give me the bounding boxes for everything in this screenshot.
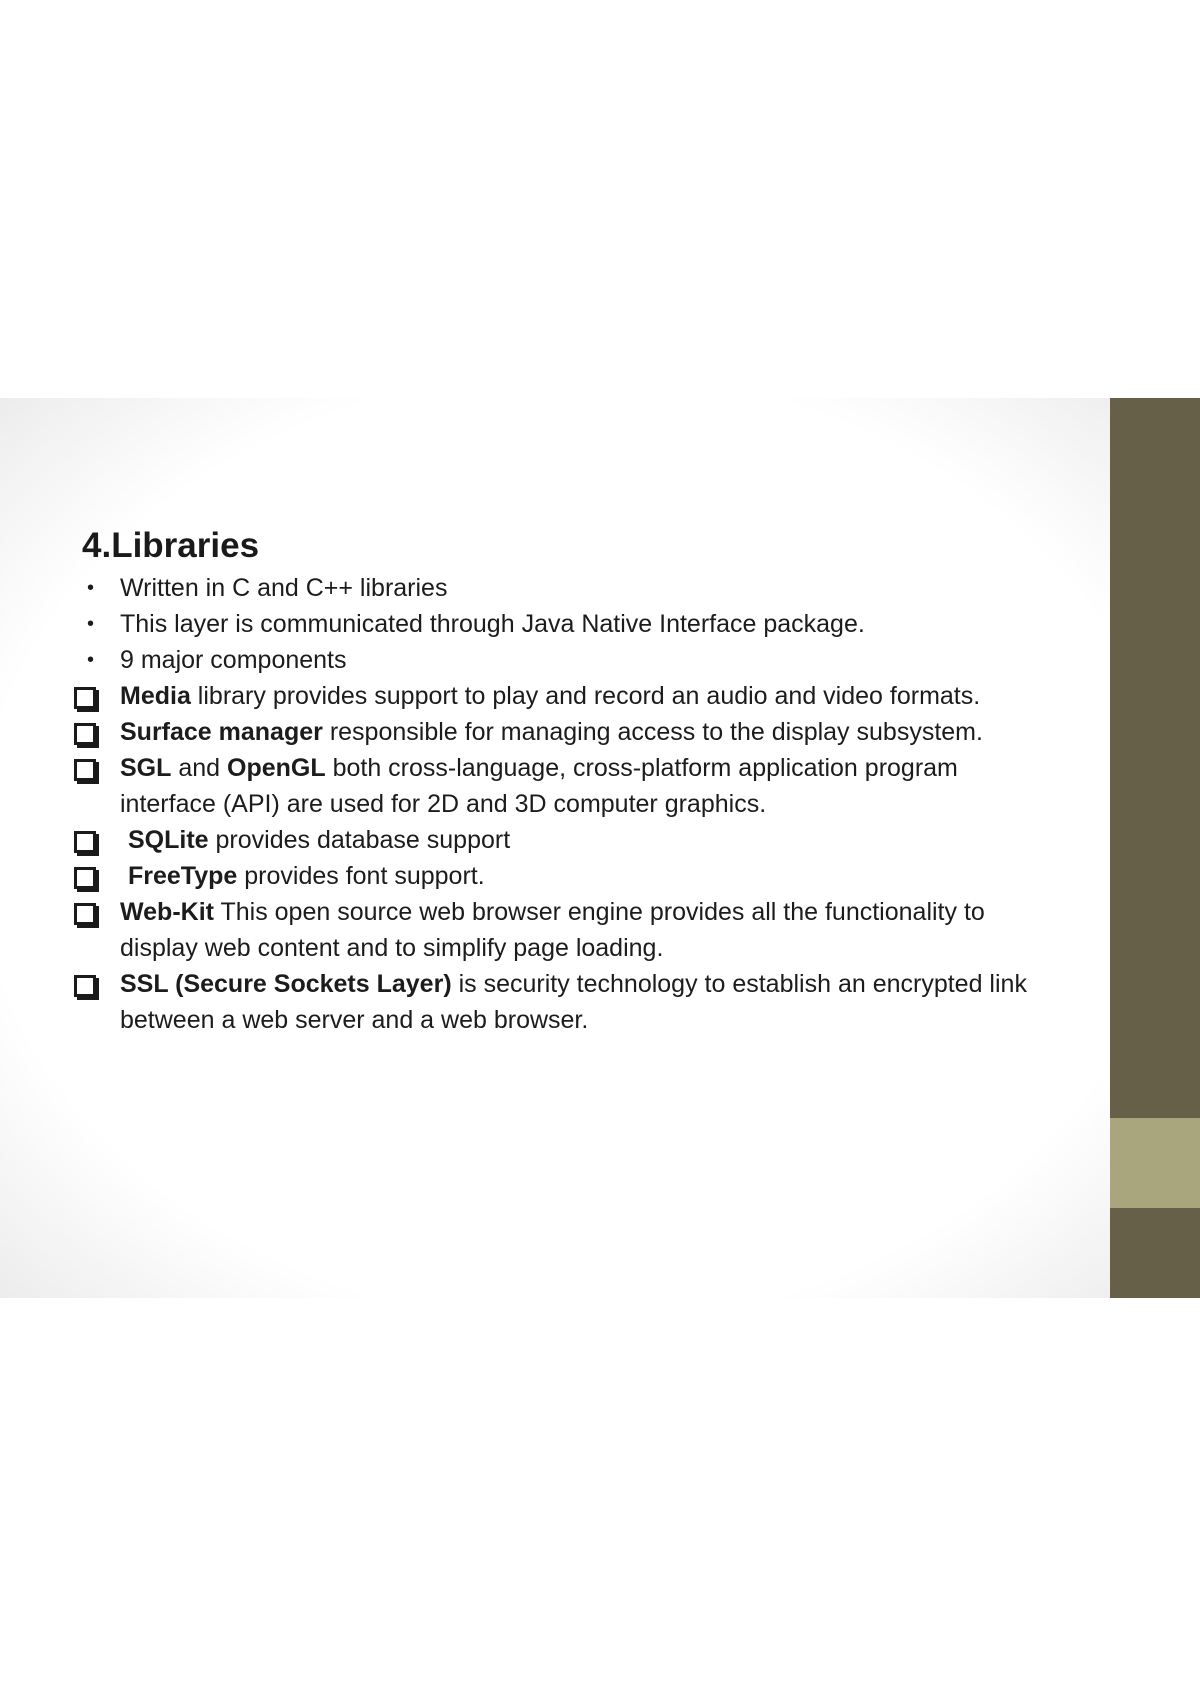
component-name: Surface manager bbox=[120, 718, 323, 746]
component-item-sgl-opengl bbox=[0, 750, 1100, 822]
checkbox-square-icon bbox=[74, 903, 96, 925]
checkbox-square-icon bbox=[74, 831, 96, 853]
component-item-ssl bbox=[0, 966, 1100, 1038]
bullet-dot-icon: • bbox=[87, 613, 95, 635]
component-connector: and bbox=[171, 754, 228, 782]
component-item-webkit bbox=[0, 894, 1100, 966]
component-item-media bbox=[0, 678, 1100, 714]
checkbox-square-icon bbox=[74, 687, 96, 709]
checkbox-square-icon bbox=[74, 867, 96, 889]
component-name: FreeType bbox=[128, 862, 238, 890]
bullet-item bbox=[0, 570, 1100, 606]
component-description: is security technology to establish an encrypted link between a web server and a web browser. bbox=[120, 970, 1027, 1034]
component-name: Media bbox=[120, 682, 191, 710]
component-item-surface-manager bbox=[0, 714, 1100, 750]
component-description: both cross-language, cross-platform application program interface (API) are used for 2D and 3D computer graphics. bbox=[120, 754, 958, 818]
bullet-text: Written in C and C++ libraries bbox=[120, 574, 448, 602]
component-name: SQLite bbox=[128, 826, 209, 854]
component-name: SSL (Secure Sockets Layer) bbox=[120, 970, 452, 998]
component-item-freetype bbox=[0, 858, 1100, 894]
bullet-text: This layer is communicated through Java Native Interface package. bbox=[120, 610, 865, 638]
slide bbox=[0, 398, 1200, 1298]
component-name-secondary: OpenGL bbox=[227, 754, 326, 782]
bullet-item bbox=[0, 642, 1100, 678]
checkbox-square-icon bbox=[74, 975, 96, 997]
component-item-sqlite bbox=[0, 822, 1100, 858]
component-description: provides database support bbox=[208, 826, 511, 854]
component-name: SGL bbox=[120, 754, 172, 782]
slide-sidebar-accent bbox=[1110, 1118, 1200, 1208]
component-description: provides font support. bbox=[237, 862, 485, 890]
slide-title: 4.Libraries bbox=[82, 526, 260, 565]
bullet-dot-icon: • bbox=[87, 577, 95, 599]
bullet-text: 9 major components bbox=[120, 646, 347, 674]
bullet-item bbox=[0, 606, 1100, 642]
component-description: responsible for managing access to the display subsystem. bbox=[322, 718, 983, 746]
component-description: library provides support to play and record an audio and video formats. bbox=[190, 682, 981, 710]
bullet-dot-icon: • bbox=[87, 649, 95, 671]
checkbox-square-icon bbox=[74, 759, 96, 781]
component-name: Web-Kit bbox=[120, 898, 214, 926]
component-description: This open source web browser engine provides all the functionality to display web content and to simplify page loading. bbox=[120, 898, 985, 962]
slide-content bbox=[0, 570, 1100, 1038]
checkbox-square-icon bbox=[74, 723, 96, 745]
